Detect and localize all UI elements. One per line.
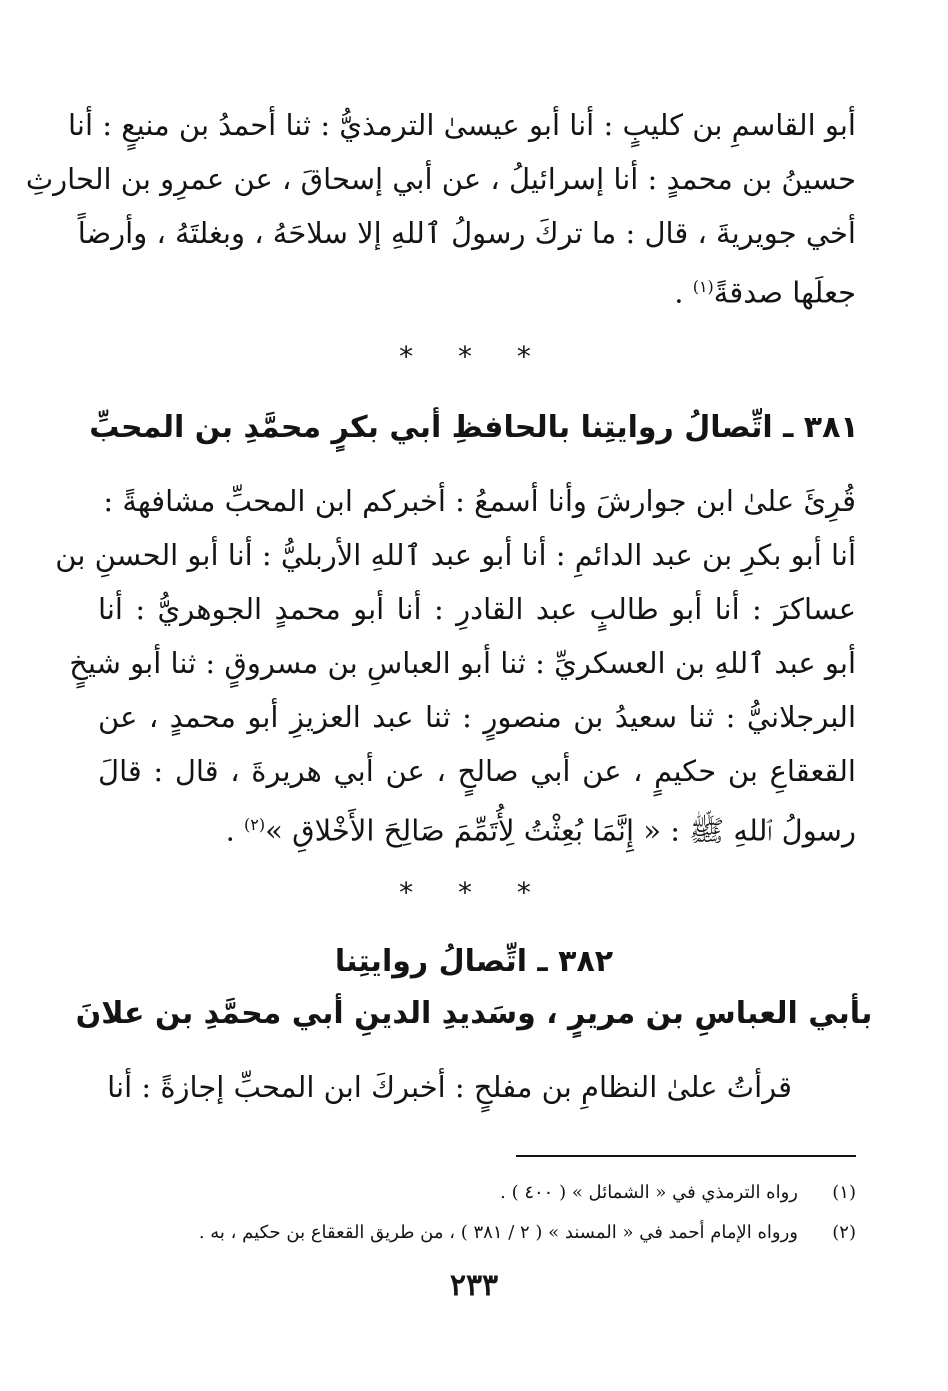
s381-line-3: عساكرَ : أنا أبو طالبٍ عبد القادرِ : أنا أبو محمدٍ الجوهريُّ : أنا [98,592,856,626]
intro-end: . [674,275,693,310]
s381-line-5: البرجلانيُّ : ثنا سعيدُ بن منصورٍ : ثنا عبد العزيزِ أبو محمدٍ ، عن [98,700,856,734]
s381-line-7 [98,798,856,852]
intro-line-4-text: جعلَها صدقةً [713,275,856,310]
section-separator-2: * * * [399,876,549,909]
footnote-rule [516,1155,856,1157]
s382-line-1: قرأتُ علىٰ النظامِ بن مفلحٍ : أخبركَ ابن المحبِّ إجازةً : أنا [107,1070,792,1104]
footnote-2-text: ورواه الإمام أحمد في « المسند » ( ٢ / ٣٨١ ) ، من طريق القعقاع بن حكيم ، به . [198,1222,798,1243]
footnote-1-text: رواه الترمذي في « الشمائل » ( ٤٠٠ ) . [500,1182,798,1203]
footnote-ref-1: (١) [692,277,714,296]
footnote-2 [86,1218,856,1248]
s381-line-6: القعقاعِ بن حكيمٍ ، عن أبي صالحٍ ، عن أبي هريرةَ ، قال : قالَ [98,754,856,788]
footnote-ref-2: (٢) [244,815,266,834]
section-381-heading: ٣٨١ ـ اتِّصالُ روايتِنا بالحافظِ أبي بكرٍ محمَّدِ بن المحبِّ [89,410,859,445]
intro-line-2: حسينُ بن محمدٍ : أنا إسرائيلُ ، عن أبي إسحاقَ ، عن عمرِو بن الحارثِ [25,162,856,196]
s381-line-1: قُرِئَ علىٰ ابن جوارشَ وأنا أسمعُ : أخبركم ابن المحبِّ مشافهةً : [103,484,856,518]
section-382-heading-line-2: بأبي العباسِ بن مريرٍ ، وسَديدِ الدينِ أبي محمَّدِ بن علانَ [75,996,873,1031]
s381-line-4: أبو عبد ٱللهِ بن العسكريِّ : ثنا أبو العباسِ بن مسروقٍ : ثنا أبو شيخٍ [69,646,856,680]
s381-line-2: أنا أبو بكرِ بن عبد الدائمِ : أنا أبو عبد ٱللهِ الأربليُّ : أنا أبو الحسنِ بن [55,538,856,572]
section-separator-1: * * * [399,340,549,373]
section-382-heading-line-1: ٣٨٢ ـ اتِّصالُ روايتِنا [334,944,614,979]
intro-line-4 [98,260,856,314]
footnote-2-number: (٢) [832,1222,856,1243]
page-number: ٢٣٣ [449,1268,499,1303]
intro-line-1: أبو القاسمِ بن كليبٍ : أنا أبو عيسىٰ الترمذيُّ : ثنا أحمدُ بن منيعٍ : أنا [68,108,856,142]
s381-end: . [225,813,245,848]
footnote-1-number: (١) [832,1182,856,1203]
footnote-1 [86,1178,856,1208]
s381-line-7-text: رسولُ ٱللهِ ﷺ : « إِنَّمَا بُعِثْتُ لِأُتَمِّمَ صَالِحَ الأَخْلاقِ » [265,813,856,848]
intro-line-3: أخي جويريةَ ، قال : ما تركَ رسولُ ٱللهِ إلا سلاحَهُ ، وبغلتَهُ ، وأرضاً [77,216,856,250]
